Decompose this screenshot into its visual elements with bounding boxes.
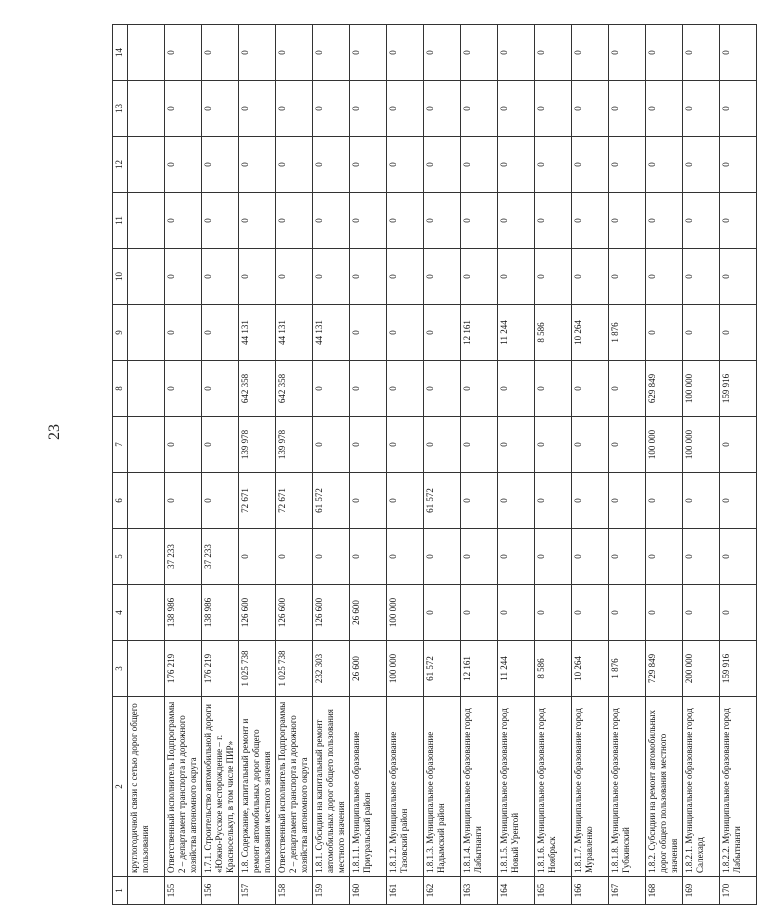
value-cell: 0 xyxy=(720,25,757,81)
value-cell xyxy=(128,361,165,417)
value-cell: 37 233 xyxy=(165,529,202,585)
description-cell: 1.7.1. Строительство автомобильной дороги «Южно-Русское месторождение – г. Красноселькуп, в том числе ПИР» xyxy=(202,697,239,877)
value-cell: 0 xyxy=(313,529,350,585)
value-cell: 0 xyxy=(572,249,609,305)
value-cell: 0 xyxy=(535,249,572,305)
value-cell: 642 358 xyxy=(276,361,313,417)
value-cell: 0 xyxy=(572,473,609,529)
value-cell: 0 xyxy=(535,25,572,81)
value-cell: 0 xyxy=(498,193,535,249)
value-cell: 0 xyxy=(424,585,461,641)
value-cell: 0 xyxy=(720,473,757,529)
value-cell: 0 xyxy=(572,25,609,81)
value-cell: 0 xyxy=(646,137,683,193)
value-cell: 0 xyxy=(387,417,424,473)
value-cell: 0 xyxy=(202,361,239,417)
value-cell: 0 xyxy=(202,473,239,529)
value-cell: 0 xyxy=(202,193,239,249)
value-cell: 0 xyxy=(498,25,535,81)
value-cell: 0 xyxy=(350,193,387,249)
header-row xyxy=(113,25,128,905)
value-cell: 0 xyxy=(202,305,239,361)
value-cell: 0 xyxy=(461,137,498,193)
value-cell: 0 xyxy=(424,529,461,585)
value-cell: 0 xyxy=(572,529,609,585)
value-cell: 0 xyxy=(498,249,535,305)
value-cell: 0 xyxy=(350,81,387,137)
row-number-cell: 159 xyxy=(313,877,350,905)
value-cell xyxy=(128,641,165,697)
row-number-cell: 158 xyxy=(276,877,313,905)
value-cell: 72 671 xyxy=(239,473,276,529)
table-row xyxy=(461,25,498,905)
value-cell: 159 916 xyxy=(720,361,757,417)
value-cell: 0 xyxy=(609,585,646,641)
value-cell: 0 xyxy=(498,585,535,641)
value-cell: 0 xyxy=(683,25,720,81)
value-cell: 0 xyxy=(276,529,313,585)
value-cell: 0 xyxy=(720,249,757,305)
value-cell: 44 131 xyxy=(239,305,276,361)
value-cell: 0 xyxy=(683,193,720,249)
value-cell: 0 xyxy=(720,417,757,473)
value-cell: 0 xyxy=(535,137,572,193)
description-cell: 1.8.1.8. Муниципальное образование город Губкинский xyxy=(609,697,646,877)
value-cell: 0 xyxy=(646,305,683,361)
table-body xyxy=(128,25,757,905)
table-row xyxy=(498,25,535,905)
value-cell: 100 000 xyxy=(646,417,683,473)
value-cell: 0 xyxy=(313,25,350,81)
value-cell xyxy=(128,305,165,361)
header-cell: 14 xyxy=(113,25,128,81)
value-cell xyxy=(128,585,165,641)
value-cell: 138 986 xyxy=(202,585,239,641)
description-cell: 1.8.2. Субсидии на ремонт автомобильных дорог общего пользования местного значения xyxy=(646,697,683,877)
value-cell: 0 xyxy=(461,473,498,529)
value-cell: 0 xyxy=(683,305,720,361)
description-cell: 1.8.2.1. Муниципальное образование город Салехард xyxy=(683,697,720,877)
value-cell: 1 876 xyxy=(609,305,646,361)
value-cell: 0 xyxy=(498,529,535,585)
value-cell: 100 000 xyxy=(387,585,424,641)
value-cell: 0 xyxy=(202,249,239,305)
value-cell: 100 000 xyxy=(683,417,720,473)
value-cell xyxy=(128,249,165,305)
value-cell: 0 xyxy=(424,193,461,249)
row-number-cell: 163 xyxy=(461,877,498,905)
header-cell: 9 xyxy=(113,305,128,361)
rotated-table-wrapper xyxy=(112,25,742,905)
value-cell: 0 xyxy=(350,417,387,473)
value-cell: 0 xyxy=(609,193,646,249)
table-row xyxy=(239,25,276,905)
header-cell: 2 xyxy=(113,697,128,877)
value-cell: 37 233 xyxy=(202,529,239,585)
value-cell: 72 671 xyxy=(276,473,313,529)
value-cell: 0 xyxy=(202,137,239,193)
value-cell: 0 xyxy=(720,305,757,361)
value-cell: 0 xyxy=(646,193,683,249)
header-cell: 6 xyxy=(113,473,128,529)
row-number-cell: 161 xyxy=(387,877,424,905)
value-cell: 0 xyxy=(424,249,461,305)
value-cell: 0 xyxy=(535,81,572,137)
value-cell: 0 xyxy=(387,361,424,417)
value-cell: 0 xyxy=(276,25,313,81)
table-row xyxy=(683,25,720,905)
value-cell: 0 xyxy=(350,529,387,585)
value-cell: 232 303 xyxy=(313,641,350,697)
value-cell xyxy=(128,473,165,529)
value-cell: 0 xyxy=(461,361,498,417)
value-cell: 0 xyxy=(720,193,757,249)
value-cell: 0 xyxy=(202,417,239,473)
row-number-cell: 155 xyxy=(165,877,202,905)
row-number-cell: 170 xyxy=(720,877,757,905)
value-cell: 0 xyxy=(276,137,313,193)
description-cell: 1.8. Содержание, капитальный ремонт и ремонт автомобильных дорог общего пользования местного значения xyxy=(239,697,276,877)
row-number-cell xyxy=(128,877,165,905)
value-cell: 61 572 xyxy=(424,641,461,697)
value-cell: 0 xyxy=(165,249,202,305)
value-cell: 0 xyxy=(165,137,202,193)
value-cell: 0 xyxy=(239,249,276,305)
value-cell: 8 586 xyxy=(535,305,572,361)
value-cell: 0 xyxy=(609,361,646,417)
description-cell: 1.8.1. Субсидии на капитальный ремонт автомобильных дорог общего пользования местного значения xyxy=(313,697,350,877)
value-cell: 1 876 xyxy=(609,641,646,697)
value-cell: 100 000 xyxy=(683,361,720,417)
description-cell: 1.8.2.2. Муниципальное образование город Лабытнанги xyxy=(720,697,757,877)
value-cell: 0 xyxy=(387,249,424,305)
value-cell: 61 572 xyxy=(424,473,461,529)
value-cell: 0 xyxy=(498,417,535,473)
value-cell: 0 xyxy=(535,193,572,249)
value-cell: 0 xyxy=(313,137,350,193)
value-cell xyxy=(128,137,165,193)
value-cell: 0 xyxy=(572,585,609,641)
value-cell: 0 xyxy=(646,81,683,137)
value-cell: 139 978 xyxy=(276,417,313,473)
value-cell: 126 600 xyxy=(239,585,276,641)
table-row xyxy=(387,25,424,905)
value-cell: 0 xyxy=(535,529,572,585)
value-cell: 0 xyxy=(424,81,461,137)
value-cell: 26 600 xyxy=(350,585,387,641)
description-cell: круглогодичной связи с сетью дорог общего пользования xyxy=(128,697,165,877)
row-number-cell: 162 xyxy=(424,877,461,905)
value-cell: 0 xyxy=(609,25,646,81)
value-cell: 0 xyxy=(239,81,276,137)
value-cell: 0 xyxy=(720,137,757,193)
row-number-cell: 157 xyxy=(239,877,276,905)
value-cell: 12 161 xyxy=(461,641,498,697)
table-row xyxy=(313,25,350,905)
value-cell: 0 xyxy=(461,529,498,585)
value-cell: 0 xyxy=(165,193,202,249)
value-cell: 0 xyxy=(350,137,387,193)
table-row xyxy=(572,25,609,905)
value-cell: 176 219 xyxy=(202,641,239,697)
value-cell: 10 264 xyxy=(572,641,609,697)
value-cell: 0 xyxy=(239,529,276,585)
header-cell: 7 xyxy=(113,417,128,473)
value-cell: 0 xyxy=(239,193,276,249)
value-cell: 0 xyxy=(350,473,387,529)
value-cell: 0 xyxy=(498,81,535,137)
value-cell: 0 xyxy=(683,249,720,305)
value-cell: 200 000 xyxy=(683,641,720,697)
value-cell: 0 xyxy=(424,361,461,417)
value-cell: 0 xyxy=(239,25,276,81)
value-cell: 0 xyxy=(387,137,424,193)
value-cell xyxy=(128,25,165,81)
value-cell: 0 xyxy=(609,417,646,473)
value-cell: 0 xyxy=(461,81,498,137)
row-number-cell: 167 xyxy=(609,877,646,905)
page-number: 23 xyxy=(46,424,63,440)
value-cell: 0 xyxy=(683,473,720,529)
value-cell: 0 xyxy=(720,529,757,585)
value-cell: 0 xyxy=(720,81,757,137)
value-cell: 0 xyxy=(461,193,498,249)
value-cell: 100 000 xyxy=(387,641,424,697)
value-cell: 0 xyxy=(387,25,424,81)
value-cell: 0 xyxy=(202,81,239,137)
value-cell: 0 xyxy=(535,361,572,417)
row-number-cell: 168 xyxy=(646,877,683,905)
value-cell: 0 xyxy=(165,473,202,529)
value-cell: 11 244 xyxy=(498,641,535,697)
description-cell: Ответственный исполнитель Подпрограммы 2 – департамент транспорта и дорожного хозяйства автономного округа xyxy=(165,697,202,877)
value-cell: 0 xyxy=(313,193,350,249)
value-cell: 0 xyxy=(609,473,646,529)
value-cell: 0 xyxy=(646,249,683,305)
value-cell: 8 586 xyxy=(535,641,572,697)
table-row xyxy=(276,25,313,905)
table-row xyxy=(165,25,202,905)
table-row xyxy=(609,25,646,905)
row-number-cell: 164 xyxy=(498,877,535,905)
value-cell: 0 xyxy=(165,417,202,473)
value-cell: 0 xyxy=(646,473,683,529)
row-number-cell: 160 xyxy=(350,877,387,905)
value-cell: 0 xyxy=(609,137,646,193)
value-cell xyxy=(128,529,165,585)
value-cell: 0 xyxy=(646,585,683,641)
value-cell: 0 xyxy=(313,361,350,417)
value-cell: 0 xyxy=(646,529,683,585)
value-cell: 126 600 xyxy=(276,585,313,641)
header-cell: 1 xyxy=(113,877,128,905)
table-row xyxy=(535,25,572,905)
table-row xyxy=(646,25,683,905)
value-cell: 0 xyxy=(683,529,720,585)
value-cell: 176 219 xyxy=(165,641,202,697)
value-cell: 0 xyxy=(535,473,572,529)
value-cell: 0 xyxy=(424,25,461,81)
value-cell: 159 916 xyxy=(720,641,757,697)
header-cell: 5 xyxy=(113,529,128,585)
value-cell: 0 xyxy=(165,361,202,417)
value-cell: 61 572 xyxy=(313,473,350,529)
value-cell: 0 xyxy=(165,25,202,81)
table-row xyxy=(424,25,461,905)
value-cell: 0 xyxy=(535,585,572,641)
value-cell: 1 025 738 xyxy=(239,641,276,697)
value-cell: 0 xyxy=(498,137,535,193)
value-cell: 0 xyxy=(387,193,424,249)
value-cell: 0 xyxy=(424,417,461,473)
value-cell: 0 xyxy=(424,137,461,193)
row-number-cell: 156 xyxy=(202,877,239,905)
value-cell: 1 025 738 xyxy=(276,641,313,697)
row-number-cell: 165 xyxy=(535,877,572,905)
value-cell: 0 xyxy=(202,25,239,81)
value-cell: 0 xyxy=(461,249,498,305)
value-cell: 0 xyxy=(276,249,313,305)
value-cell: 0 xyxy=(683,585,720,641)
value-cell: 11 244 xyxy=(498,305,535,361)
description-cell: 1.8.1.3. Муниципальное образование Надымский район xyxy=(424,697,461,877)
value-cell: 0 xyxy=(350,361,387,417)
row-number-cell: 169 xyxy=(683,877,720,905)
value-cell: 0 xyxy=(350,249,387,305)
row-number-cell: 166 xyxy=(572,877,609,905)
value-cell: 0 xyxy=(165,81,202,137)
value-cell: 12 161 xyxy=(461,305,498,361)
value-cell: 0 xyxy=(683,81,720,137)
value-cell: 0 xyxy=(387,473,424,529)
value-cell: 0 xyxy=(498,473,535,529)
value-cell xyxy=(128,81,165,137)
value-cell: 126 600 xyxy=(313,585,350,641)
value-cell: 0 xyxy=(683,137,720,193)
description-cell: 1.8.1.5. Муниципальное образование город Новый Уренгой xyxy=(498,697,535,877)
value-cell: 0 xyxy=(646,25,683,81)
value-cell: 0 xyxy=(165,305,202,361)
value-cell: 0 xyxy=(535,417,572,473)
table-row xyxy=(350,25,387,905)
value-cell: 44 131 xyxy=(313,305,350,361)
value-cell: 0 xyxy=(609,529,646,585)
value-cell: 138 986 xyxy=(165,585,202,641)
table-row xyxy=(202,25,239,905)
value-cell: 44 131 xyxy=(276,305,313,361)
value-cell: 629 849 xyxy=(646,361,683,417)
value-cell: 0 xyxy=(461,585,498,641)
table-row xyxy=(720,25,757,905)
value-cell: 0 xyxy=(572,361,609,417)
value-cell: 26 600 xyxy=(350,641,387,697)
header-cell: 10 xyxy=(113,249,128,305)
value-cell: 0 xyxy=(313,81,350,137)
header-cell: 8 xyxy=(113,361,128,417)
value-cell: 10 264 xyxy=(572,305,609,361)
value-cell: 0 xyxy=(276,81,313,137)
value-cell: 0 xyxy=(572,193,609,249)
budget-table xyxy=(112,24,757,905)
value-cell: 0 xyxy=(387,305,424,361)
description-cell: 1.8.1.7. Муниципальное образование город Муравленко xyxy=(572,697,609,877)
value-cell: 0 xyxy=(350,305,387,361)
value-cell: 0 xyxy=(424,305,461,361)
value-cell: 0 xyxy=(461,417,498,473)
value-cell xyxy=(128,417,165,473)
value-cell: 0 xyxy=(461,25,498,81)
header-cell: 4 xyxy=(113,585,128,641)
value-cell: 0 xyxy=(572,137,609,193)
description-cell: 1.8.1.1. Муниципальное образование Приуральский район xyxy=(350,697,387,877)
table-row xyxy=(128,25,165,905)
header-cell: 11 xyxy=(113,193,128,249)
value-cell: 0 xyxy=(387,81,424,137)
description-cell: 1.8.1.2. Муниципальное образование Тазовский район xyxy=(387,697,424,877)
value-cell: 0 xyxy=(572,417,609,473)
value-cell xyxy=(128,193,165,249)
value-cell: 0 xyxy=(572,81,609,137)
description-cell: 1.8.1.4. Муниципальное образование город Лабытнанги xyxy=(461,697,498,877)
description-cell: Ответственный исполнитель Подпрограммы 2 – департамент транспорта и дорожного хозяйства автономного округа xyxy=(276,697,313,877)
value-cell: 0 xyxy=(609,249,646,305)
value-cell: 0 xyxy=(609,81,646,137)
header-cell: 13 xyxy=(113,81,128,137)
header-cell: 3 xyxy=(113,641,128,697)
value-cell: 0 xyxy=(350,25,387,81)
description-cell: 1.8.1.6. Муниципальное образование город Ноябрьск xyxy=(535,697,572,877)
value-cell: 0 xyxy=(313,249,350,305)
value-cell: 0 xyxy=(498,361,535,417)
value-cell: 0 xyxy=(313,417,350,473)
value-cell: 139 978 xyxy=(239,417,276,473)
value-cell: 729 849 xyxy=(646,641,683,697)
value-cell: 642 358 xyxy=(239,361,276,417)
value-cell: 0 xyxy=(239,137,276,193)
header-cell: 12 xyxy=(113,137,128,193)
value-cell: 0 xyxy=(387,529,424,585)
value-cell: 0 xyxy=(276,193,313,249)
value-cell: 0 xyxy=(720,585,757,641)
